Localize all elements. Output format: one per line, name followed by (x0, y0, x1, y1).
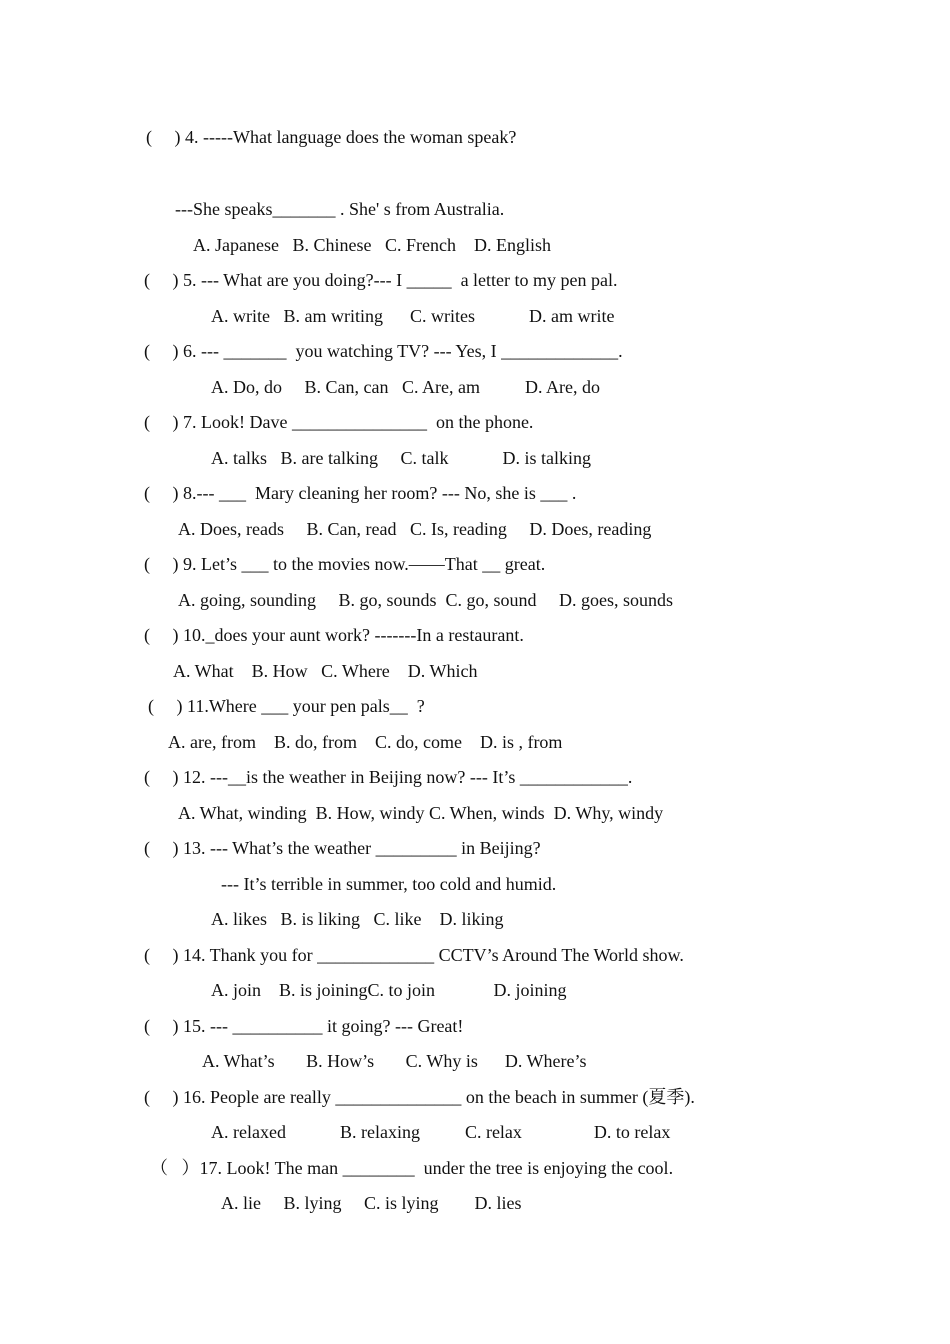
question-14: ( ) 14. Thank you for _____________ CCTV’s Around The World show. (144, 945, 684, 965)
question-6-options: A. Do, do B. Can, can C. Are, am D. Are, do (211, 377, 600, 397)
question-7-options: A. talks B. are talking C. talk D. is talking (211, 448, 591, 468)
question-15: ( ) 15. --- __________ it going? --- Great! (144, 1016, 464, 1036)
question-13: ( ) 13. --- What’s the weather _________ in Beijing? (144, 838, 541, 858)
question-8: ( ) 8.--- ___ Mary cleaning her room? --- No, she is ___ . (144, 483, 577, 503)
question-5: ( ) 5. --- What are you doing?--- I _____ a letter to my pen pal. (144, 270, 618, 290)
question-6: ( ) 6. --- _______ you watching TV? --- Yes, I _____________. (144, 341, 623, 361)
question-16: ( ) 16. People are really ______________ on the beach in summer (夏季). (144, 1087, 695, 1107)
question-11-options: A. are, from B. do, from C. do, come D. is , from (168, 732, 563, 752)
question-15-options: A. What’s B. How’s C. Why is D. Where’s (202, 1051, 587, 1071)
question-16-options: A. relaxed B. relaxing C. relax D. to relax (211, 1122, 671, 1142)
question-13-dialog: --- It’s terrible in summer, too cold and humid. (221, 874, 557, 894)
question-8-options: A. Does, reads B. Can, read C. Is, reading D. Does, reading (178, 519, 652, 539)
question-11: ( ) 11.Where ___ your pen pals__ ? (148, 696, 425, 716)
question-7: ( ) 7. Look! Dave _______________ on the phone. (144, 412, 534, 432)
question-5-options: A. write B. am writing C. writes D. am write (211, 306, 615, 326)
question-13-options: A. likes B. is liking C. like D. liking (211, 909, 504, 929)
question-10: ( ) 10._does your aunt work? -------In a restaurant. (144, 625, 524, 645)
question-9: ( ) 9. Let’s ___ to the movies now.——That __ great. (144, 554, 546, 574)
question-12-options: A. What, winding B. How, windy C. When, winds D. Why, windy (178, 803, 664, 823)
question-12: ( ) 12. ---__is the weather in Beijing now? --- It’s ____________. (144, 767, 633, 787)
question-4-options: A. Japanese B. Chinese C. French D. English (193, 235, 551, 255)
question-9-options: A. going, sounding B. go, sounds C. go, sound D. goes, sounds (178, 590, 674, 610)
question-14-options: A. join B. is joiningC. to join D. joining (211, 980, 567, 1000)
question-10-options: A. What B. How C. Where D. Which (173, 661, 478, 681)
question-4-dialog: ---She speaks_______ . She' s from Australia. (175, 199, 505, 219)
question-17: （ ）17. Look! The man ________ under the tree is enjoying the cool. (150, 1158, 674, 1178)
question-17-options: A. lie B. lying C. is lying D. lies (221, 1193, 522, 1213)
question-4: ( ) 4. -----What language does the woman speak? (146, 127, 517, 147)
